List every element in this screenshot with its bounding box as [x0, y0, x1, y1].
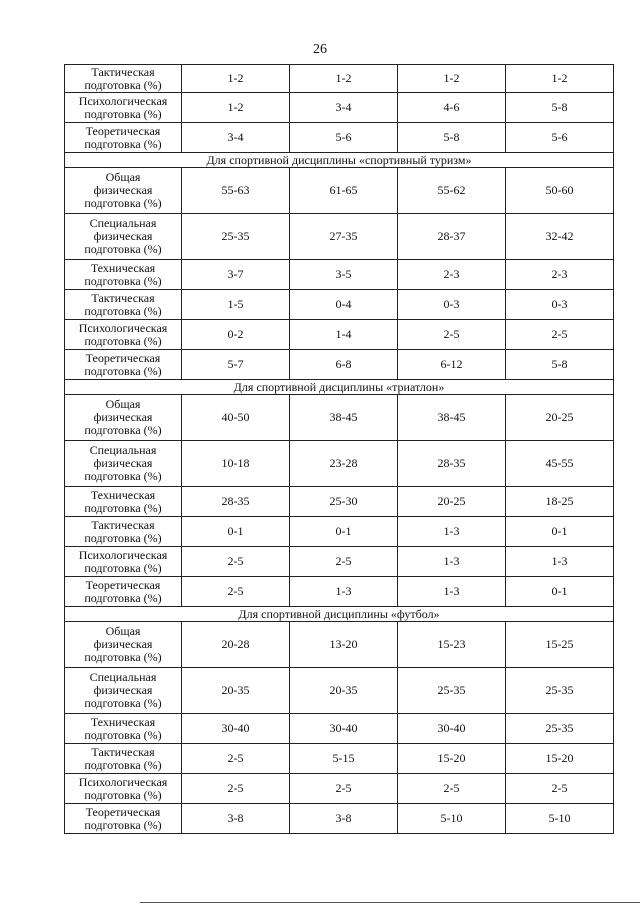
stage-value-cell: 2-5	[398, 774, 506, 804]
training-type-label: Специальная физическая подготовка (%)	[65, 441, 182, 487]
stage-value-cell: 2-3	[506, 260, 614, 290]
training-type-label: Теоретическая подготовка (%)	[65, 577, 182, 607]
stage-value-cell: 25-35	[506, 714, 614, 744]
training-type-label: Общая физическая подготовка (%)	[65, 168, 182, 214]
stage-value-cell: 20-35	[182, 668, 290, 714]
training-type-label: Специальная физическая подготовка (%)	[65, 214, 182, 260]
training-type-label: Техническая подготовка (%)	[65, 714, 182, 744]
section-title: Для спортивной дисциплины «триатлон»	[65, 380, 614, 395]
table-body	[65, 65, 614, 834]
stage-value-cell: 55-62	[398, 168, 506, 214]
stage-value-cell: 1-3	[398, 577, 506, 607]
stage-value-cell: 30-40	[182, 714, 290, 744]
table-row	[65, 774, 614, 804]
stage-value-cell: 2-3	[398, 260, 506, 290]
training-type-label: Общая физическая подготовка (%)	[65, 395, 182, 441]
stage-value-cell: 3-8	[182, 804, 290, 834]
training-type-label: Теоретическая подготовка (%)	[65, 123, 182, 153]
table-row	[65, 65, 614, 93]
stage-value-cell: 27-35	[290, 214, 398, 260]
training-type-label: Теоретическая подготовка (%)	[65, 350, 182, 380]
stage-value-cell: 1-4	[290, 320, 398, 350]
training-type-label: Тактическая подготовка (%)	[65, 290, 182, 320]
section-header-row	[65, 607, 614, 622]
training-type-label: Тактическая подготовка (%)	[65, 744, 182, 774]
stage-value-cell: 30-40	[398, 714, 506, 744]
stage-value-cell: 5-6	[290, 123, 398, 153]
stage-value-cell: 28-35	[182, 487, 290, 517]
stage-value-cell: 20-35	[290, 668, 398, 714]
stage-value-cell: 5-15	[290, 744, 398, 774]
stage-value-cell: 5-8	[398, 123, 506, 153]
page-number: 26	[313, 42, 327, 57]
stage-value-cell: 50-60	[506, 168, 614, 214]
stage-value-cell: 25-30	[290, 487, 398, 517]
stage-value-cell: 2-5	[182, 744, 290, 774]
stage-value-cell: 3-7	[182, 260, 290, 290]
training-type-label: Тактическая подготовка (%)	[65, 65, 182, 93]
table-row	[65, 577, 614, 607]
stage-value-cell: 28-37	[398, 214, 506, 260]
stage-value-cell: 2-5	[182, 774, 290, 804]
stage-value-cell: 0-1	[182, 517, 290, 547]
table-row	[65, 487, 614, 517]
stage-value-cell: 20-25	[398, 487, 506, 517]
stage-value-cell: 25-35	[506, 668, 614, 714]
section-header-row	[65, 153, 614, 168]
training-type-label: Психологическая подготовка (%)	[65, 93, 182, 123]
page-edge-line	[140, 902, 640, 903]
stage-value-cell: 32-42	[506, 214, 614, 260]
training-type-label: Психологическая подготовка (%)	[65, 320, 182, 350]
stage-value-cell: 20-28	[182, 622, 290, 668]
stage-value-cell: 0-4	[290, 290, 398, 320]
stage-value-cell: 61-65	[290, 168, 398, 214]
stage-value-cell: 1-2	[506, 65, 614, 93]
training-type-label: Техническая подготовка (%)	[65, 260, 182, 290]
stage-value-cell: 5-7	[182, 350, 290, 380]
stage-value-cell: 0-1	[506, 517, 614, 547]
stage-value-cell: 2-5	[290, 774, 398, 804]
training-ratio-table	[64, 64, 614, 834]
table-row	[65, 123, 614, 153]
stage-value-cell: 2-5	[182, 577, 290, 607]
stage-value-cell: 23-28	[290, 441, 398, 487]
stage-value-cell: 0-1	[290, 517, 398, 547]
stage-value-cell: 10-18	[182, 441, 290, 487]
stage-value-cell: 30-40	[290, 714, 398, 744]
stage-value-cell: 40-50	[182, 395, 290, 441]
table-row	[65, 804, 614, 834]
stage-value-cell: 3-4	[182, 123, 290, 153]
stage-value-cell: 5-10	[398, 804, 506, 834]
stage-value-cell: 5-8	[506, 350, 614, 380]
stage-value-cell: 1-2	[398, 65, 506, 93]
stage-value-cell: 15-23	[398, 622, 506, 668]
stage-value-cell: 1-2	[290, 65, 398, 93]
section-title: Для спортивной дисциплины «спортивный туризм»	[65, 153, 614, 168]
stage-value-cell: 2-5	[506, 774, 614, 804]
stage-value-cell: 25-35	[182, 214, 290, 260]
stage-value-cell: 15-20	[398, 744, 506, 774]
stage-value-cell: 6-8	[290, 350, 398, 380]
stage-value-cell: 1-5	[182, 290, 290, 320]
table-row	[65, 395, 614, 441]
stage-value-cell: 15-25	[506, 622, 614, 668]
stage-value-cell: 13-20	[290, 622, 398, 668]
table-row	[65, 547, 614, 577]
stage-value-cell: 1-3	[506, 547, 614, 577]
stage-value-cell: 5-6	[506, 123, 614, 153]
section-header-row	[65, 380, 614, 395]
table-row	[65, 441, 614, 487]
training-type-label: Техническая подготовка (%)	[65, 487, 182, 517]
table-row	[65, 744, 614, 774]
stage-value-cell: 5-10	[506, 804, 614, 834]
table-row	[65, 168, 614, 214]
stage-value-cell: 3-4	[290, 93, 398, 123]
table-row	[65, 290, 614, 320]
table-row	[65, 714, 614, 744]
stage-value-cell: 1-3	[398, 547, 506, 577]
stage-value-cell: 5-8	[506, 93, 614, 123]
stage-value-cell: 38-45	[290, 395, 398, 441]
stage-value-cell: 6-12	[398, 350, 506, 380]
table-row	[65, 622, 614, 668]
table-row	[65, 260, 614, 290]
table-row	[65, 93, 614, 123]
stage-value-cell: 0-3	[398, 290, 506, 320]
stage-value-cell: 55-63	[182, 168, 290, 214]
stage-value-cell: 45-55	[506, 441, 614, 487]
stage-value-cell: 28-35	[398, 441, 506, 487]
stage-value-cell: 1-2	[182, 65, 290, 93]
stage-value-cell: 15-20	[506, 744, 614, 774]
stage-value-cell: 2-5	[182, 547, 290, 577]
stage-value-cell: 0-2	[182, 320, 290, 350]
stage-value-cell: 3-8	[290, 804, 398, 834]
stage-value-cell: 2-5	[506, 320, 614, 350]
stage-value-cell: 2-5	[290, 547, 398, 577]
stage-value-cell: 0-3	[506, 290, 614, 320]
section-title: Для спортивной дисциплины «футбол»	[65, 607, 614, 622]
stage-value-cell: 2-5	[398, 320, 506, 350]
stage-value-cell: 3-5	[290, 260, 398, 290]
training-type-label: Теоретическая подготовка (%)	[65, 804, 182, 834]
training-type-label: Специальная физическая подготовка (%)	[65, 668, 182, 714]
stage-value-cell: 1-3	[398, 517, 506, 547]
training-type-label: Общая физическая подготовка (%)	[65, 622, 182, 668]
stage-value-cell: 18-25	[506, 487, 614, 517]
training-type-label: Тактическая подготовка (%)	[65, 517, 182, 547]
table-row	[65, 214, 614, 260]
table-row	[65, 350, 614, 380]
table-row	[65, 517, 614, 547]
stage-value-cell: 38-45	[398, 395, 506, 441]
training-type-label: Психологическая подготовка (%)	[65, 547, 182, 577]
table-row	[65, 668, 614, 714]
stage-value-cell: 20-25	[506, 395, 614, 441]
stage-value-cell: 1-2	[182, 93, 290, 123]
training-type-label: Психологическая подготовка (%)	[65, 774, 182, 804]
stage-value-cell: 1-3	[290, 577, 398, 607]
stage-value-cell: 25-35	[398, 668, 506, 714]
table-row	[65, 320, 614, 350]
stage-value-cell: 4-6	[398, 93, 506, 123]
stage-value-cell: 0-1	[506, 577, 614, 607]
